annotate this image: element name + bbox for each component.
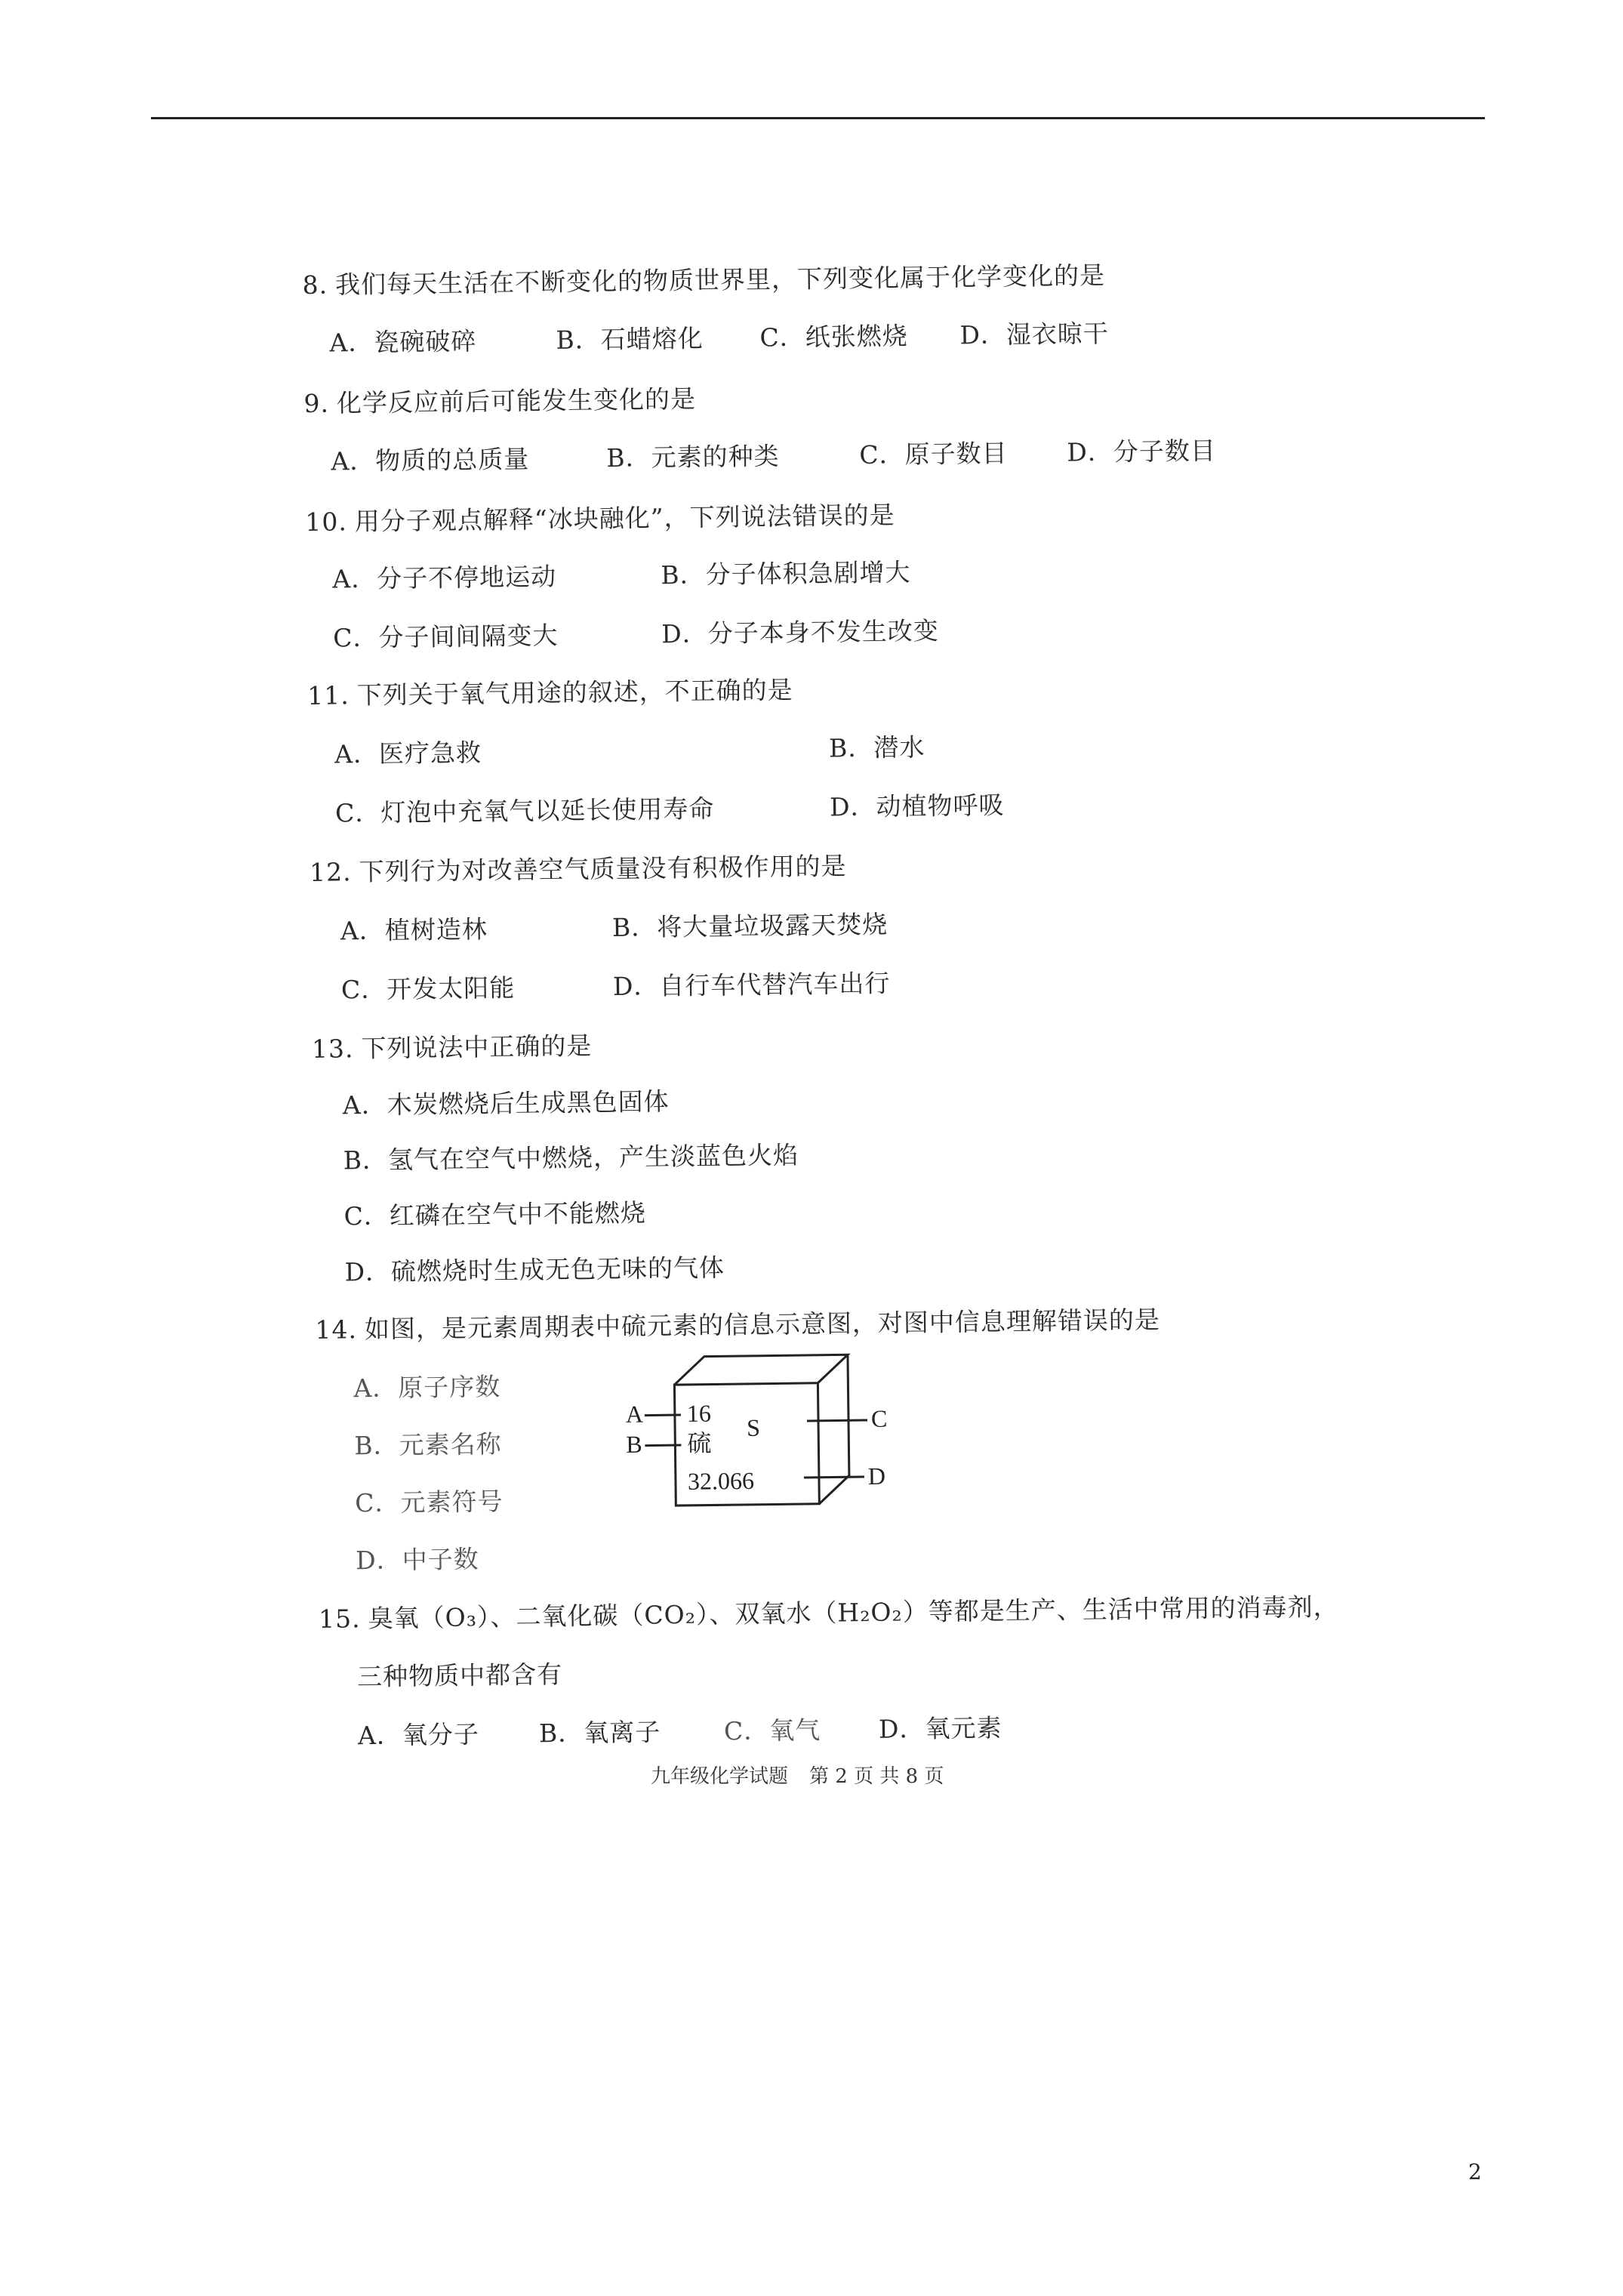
option: D．分子数目 xyxy=(1067,436,1217,467)
option: D．氧元素 xyxy=(878,1712,1002,1744)
question-stem: 我们每天生活在不断变化的物质世界里，下列变化属于化学变化的是 xyxy=(334,260,1106,300)
option: B．石蜡熔化 xyxy=(556,323,704,355)
leader-a xyxy=(645,1415,681,1416)
question-9 xyxy=(303,384,696,419)
question-number: 11. xyxy=(306,680,350,710)
option: A．氧分子 xyxy=(357,1719,480,1751)
question-15 xyxy=(319,1592,1339,1635)
question-14 xyxy=(315,1305,1160,1345)
element-symbol: S xyxy=(746,1413,761,1441)
question-number: 14. xyxy=(315,1314,358,1345)
question-stem: 化学反应前后可能发生变化的是 xyxy=(336,384,697,418)
question-10 xyxy=(305,500,895,538)
footer-subject: 九年级化学试题 xyxy=(651,1765,789,1788)
scanned-exam-content xyxy=(302,236,1377,1751)
leader-b xyxy=(645,1445,681,1446)
cell-right-face xyxy=(818,1354,849,1503)
option: C．氧气 xyxy=(723,1715,821,1746)
question-13 xyxy=(312,1031,593,1065)
sulfur-element-cell-diagram xyxy=(621,1341,895,1518)
option: C．元素符号 xyxy=(355,1486,504,1518)
question-stem: 下列关于氧气用途的叙述，不正确的是 xyxy=(356,675,793,710)
option: D．自行车代替汽车出行 xyxy=(612,968,891,1002)
label-b: B xyxy=(626,1430,642,1458)
question-stem: 下列行为对改善空气质量没有积极作用的是 xyxy=(359,851,847,887)
option: B．将大量垃圾露天焚烧 xyxy=(611,909,888,943)
header-rule xyxy=(151,117,1485,119)
option: B．潜水 xyxy=(828,732,925,763)
option: C．灯泡中充氧气以延长使用寿命 xyxy=(334,794,715,828)
option: C．纸张燃烧 xyxy=(759,321,908,353)
label-c: C xyxy=(870,1404,888,1432)
option: D．中子数 xyxy=(355,1544,479,1576)
question-number: 8. xyxy=(302,270,328,300)
page-footer xyxy=(651,1761,965,1789)
option: B．元素名称 xyxy=(354,1428,502,1461)
option: B．氢气在空气中燃烧，产生淡蓝色火焰 xyxy=(343,1140,799,1176)
footer-page-info: 第 2 页 共 8 页 xyxy=(809,1765,944,1788)
question-stem: 用分子观点解释“冰块融化”，下列说法错误的是 xyxy=(354,500,895,537)
option: C．开发太阳能 xyxy=(340,972,516,1005)
question-number: 9. xyxy=(303,388,330,418)
question-stem: 如图，是元素周期表中硫元素的信息示意图，对图中信息理解错误的是 xyxy=(364,1305,1161,1345)
option: D．湿衣晾干 xyxy=(959,318,1110,350)
option: A．植树造林 xyxy=(340,914,488,946)
option: A．瓷碗破碎 xyxy=(329,326,477,358)
leader-c xyxy=(807,1420,867,1421)
label-d: D xyxy=(867,1462,886,1490)
option: B．分子体积急剧增大 xyxy=(661,557,911,590)
atomic-mass: 32.066 xyxy=(687,1466,755,1495)
option: A．分子不停地运动 xyxy=(332,561,557,594)
option: B．氧离子 xyxy=(538,1717,661,1749)
option: A．物质的总质量 xyxy=(331,444,530,476)
label-a: A xyxy=(625,1400,644,1428)
question-12 xyxy=(310,851,847,888)
question-11 xyxy=(307,675,793,711)
option: B．元素的种类 xyxy=(606,441,780,473)
question-15-continued: 三种物质中都含有 xyxy=(356,1659,563,1692)
question-number: 13. xyxy=(311,1034,354,1064)
question-stem: 臭氧（O₃）、二氧化碳（CO₂）、双氧水（H₂O₂）等都是生产、生活中常用的消毒剂， xyxy=(368,1592,1339,1634)
question-number: 15. xyxy=(318,1604,361,1634)
question-number: 12. xyxy=(309,857,352,887)
option: D．硫燃烧时生成无色无味的气体 xyxy=(344,1253,725,1287)
option: A．医疗急救 xyxy=(334,738,482,769)
option: A．木炭燃烧后生成黑色固体 xyxy=(342,1086,670,1120)
atomic-number: 16 xyxy=(686,1399,712,1427)
cell-top-face xyxy=(674,1354,848,1385)
page-number: 2 xyxy=(1468,2159,1482,2184)
question-number: 10. xyxy=(305,507,348,537)
option: A．原子序数 xyxy=(353,1371,501,1404)
option: C．红磷在空气中不能燃烧 xyxy=(343,1197,647,1231)
option: C．原子数目 xyxy=(859,438,1008,470)
element-name: 硫 xyxy=(687,1429,712,1457)
option: C．分子间间隔变大 xyxy=(333,620,559,653)
question-8 xyxy=(302,260,1105,300)
question-stem: 下列说法中正确的是 xyxy=(361,1031,593,1064)
option: D．动植物呼吸 xyxy=(829,790,1005,822)
leader-d xyxy=(804,1477,864,1478)
option: D．分子本身不发生改变 xyxy=(661,615,939,649)
